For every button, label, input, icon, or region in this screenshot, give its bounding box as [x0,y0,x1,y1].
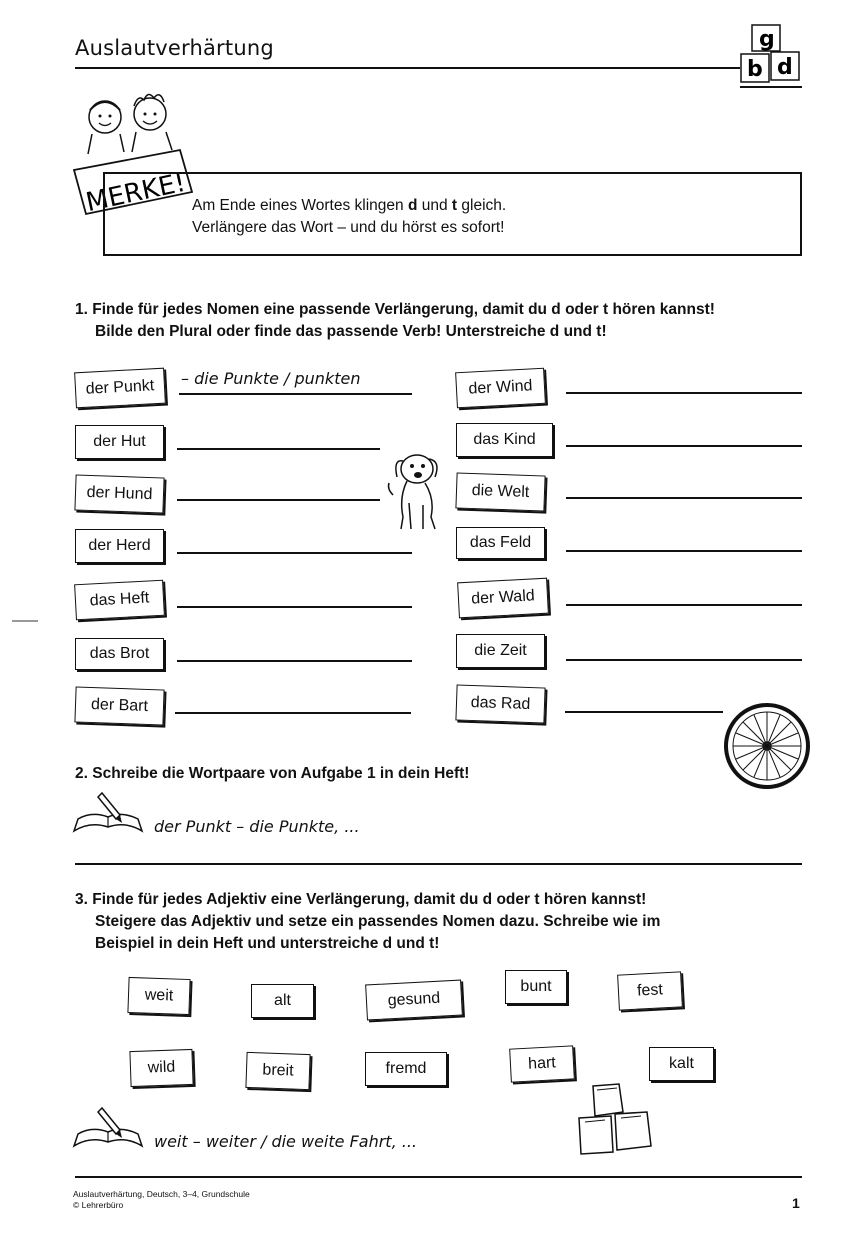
task3-line2: Steigere das Adjektiv und setze ein passendes Nomen dazu. Schreibe wie im [95,913,661,930]
merke-line1-part1: Am Ende eines Wortes klingen [192,197,408,214]
word-box-die-welt: die Welt [455,472,545,511]
word-box-das-brot: das Brot [75,638,164,670]
answer-line-left-7[interactable] [175,712,411,714]
adjective-box-kalt: kalt [649,1047,714,1081]
answer-line-left-6[interactable] [177,660,412,662]
answer-line-right-7[interactable] [565,711,723,713]
footer-copyright: © Lehrerbüro [73,1200,124,1210]
answer-line-left-5[interactable] [177,606,412,608]
header-rule [75,67,740,69]
book-pen-icon-2 [72,1108,144,1150]
answer-line-right-6[interactable] [566,659,802,661]
cube-letter-d: d [777,55,793,80]
answer-line-right-4[interactable] [566,550,802,552]
dog-illustration [385,447,445,533]
word-box-der-wald: der Wald [457,578,549,619]
merke-line2: Verlängere das Wort – und du hörst es sofort! [192,219,505,236]
task3-line3: Beispiel in dein Heft und unterstreiche d und t! [95,935,440,952]
word-box-der-bart: der Bart [74,686,164,725]
word-box-der-punkt: der Punkt [74,368,166,409]
book-pen-icon [72,793,144,835]
adjective-box-hart: hart [509,1045,575,1082]
task2-example: der Punkt – die Punkte, ... [154,817,360,836]
header-rule-right [740,86,802,88]
merke-line1-part2: gleich. [457,197,507,214]
merke-letter-d: d [407,197,418,214]
answer-line-left-4[interactable] [177,552,412,554]
task1-instructions [75,299,715,343]
adjective-box-gesund: gesund [365,980,463,1021]
wheel-illustration [724,703,810,789]
task3-line1: 3. Finde für jedes Adjektiv eine Verlängerung, damit du d oder t hören kannst! [75,891,647,908]
task2-divider [75,863,802,865]
word-box-das-heft: das Heft [74,580,165,621]
word-box-das-rad: das Rad [455,684,545,723]
adjective-box-fremd: fremd [365,1052,447,1086]
answer-line-left-1[interactable] [179,393,412,395]
footer-divider [75,1176,802,1178]
merke-line1-und: und [417,197,452,214]
task1-line1: 1. Finde für jedes Nomen eine passende Verlängerung, damit du d oder t hören kannst! [75,301,715,318]
word-box-der-wind: der Wind [455,368,546,409]
letter-cubes-icon [738,22,804,86]
answer-line-right-1[interactable] [566,392,802,394]
adjective-box-wild: wild [129,1049,193,1087]
footer-text [73,1189,250,1211]
answer-line-right-5[interactable] [566,604,802,606]
answer-line-left-3[interactable] [177,499,380,501]
task3-example: weit – weiter / die weite Fahrt, ... [154,1132,417,1151]
margin-mark [12,620,38,622]
merke-rule-text [192,195,506,239]
answer-line-left-2[interactable] [177,448,380,450]
page-number: 1 [792,1195,800,1211]
merke-letter-t: t [451,197,458,214]
task1-line2: Bilde den Plural oder finde das passende Verb! Unterstreiche d und t! [95,323,607,340]
word-box-der-herd: der Herd [75,529,164,563]
footer-source: Auslautverhärtung, Deutsch, 3–4, Grundschule [73,1189,250,1199]
task3-instructions [75,889,660,955]
adjective-box-alt: alt [251,984,314,1018]
adjective-box-weit: weit [127,977,190,1015]
task1-example-answer: – die Punkte / punkten [181,369,361,388]
cube-letter-b: b [747,57,763,82]
adjective-box-breit: breit [245,1052,310,1090]
cube-letter-g: g [759,27,775,52]
answer-line-right-3[interactable] [566,497,802,499]
word-box-der-hut: der Hut [75,425,164,459]
word-box-das-kind: das Kind [456,423,553,457]
page-title: Auslautverhärtung [75,36,274,60]
adjective-box-bunt: bunt [505,970,567,1004]
word-box-die-zeit: die Zeit [456,634,545,668]
adjective-box-fest: fest [617,971,683,1010]
merke-sign-text: MERKE! [83,167,189,219]
ice-cubes-illustration [575,1082,655,1158]
word-box-der-hund: der Hund [74,474,164,513]
answer-line-right-2[interactable] [566,445,802,447]
task2-instructions: 2. Schreibe die Wortpaare von Aufgabe 1 in dein Heft! [75,765,470,782]
word-box-das-feld: das Feld [456,527,545,559]
